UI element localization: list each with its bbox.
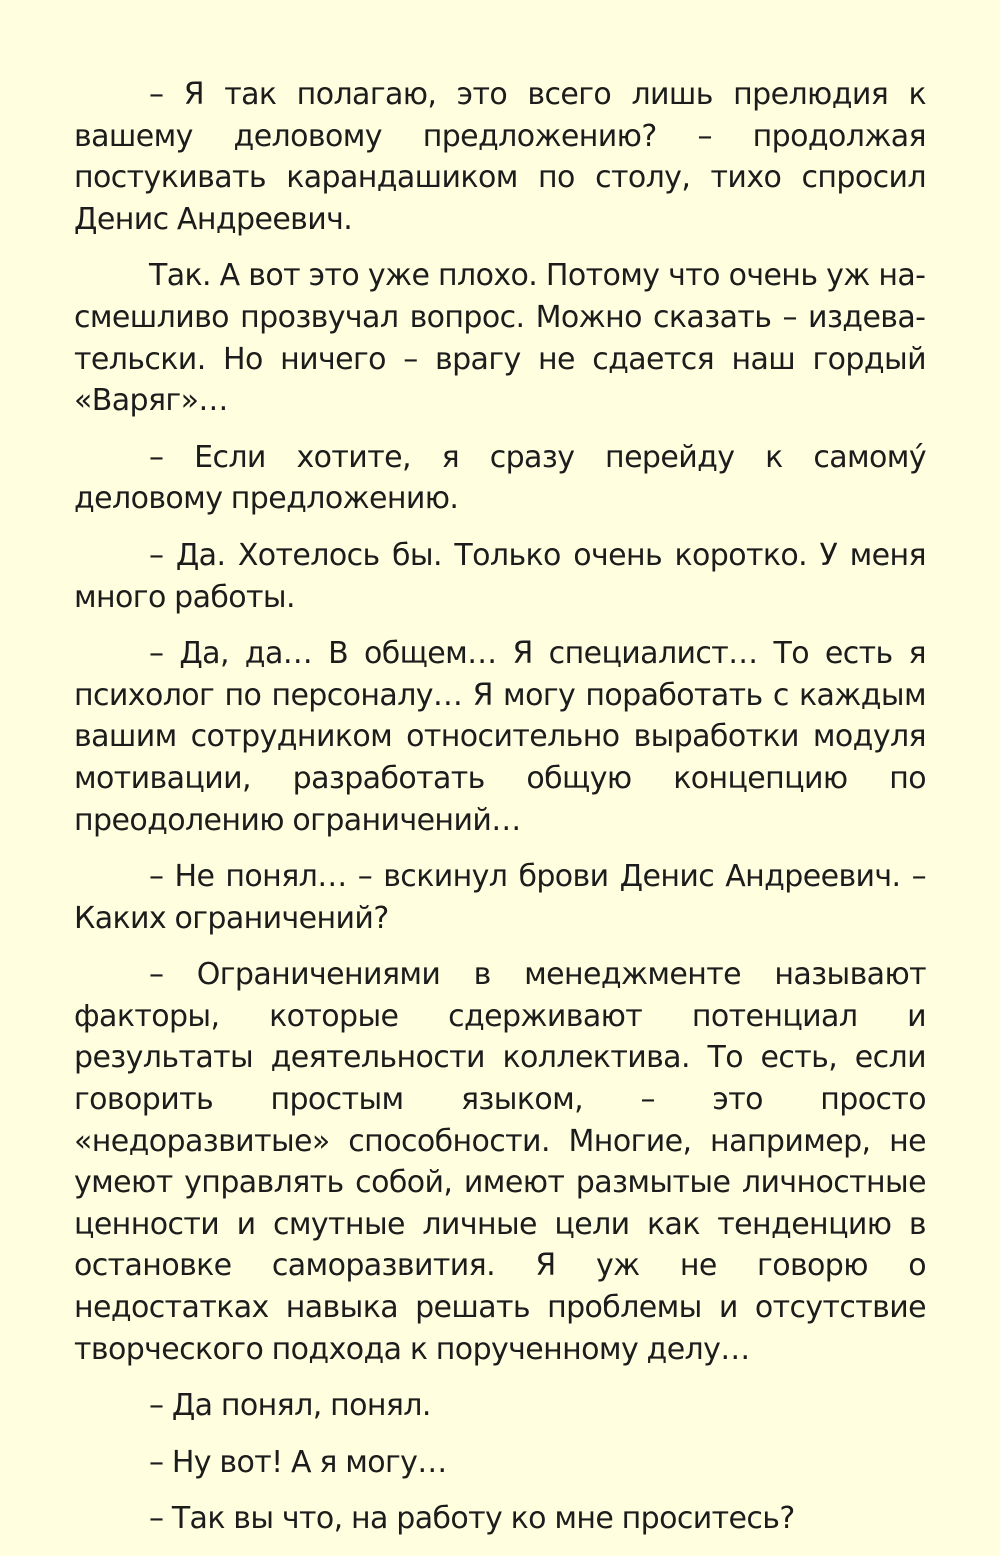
paragraph-short-please: – Да. Хотелось бы. Только очень коротко. У меня много работы. [74, 537, 926, 615]
paragraph-varyag: Так. А вот это уже плохо. Потому что очень уж насмешливо прозвучал вопрос. Можно сказать – издевательски. Но ничего – врагу не сдается наш гордый «Варяг»… [74, 258, 926, 419]
paragraph-psychologist: – Да, да… В общем… Я специалист… То есть я психолог по персоналу… Я могу поработать с каждым вашим сотрудником относительно выработки модуля мотивации, разработать общую концепцию по преодолению ограничений… [74, 636, 926, 838]
paragraph-business-offer: – Если хотите, я сразу перейду к самому́ деловому предложению. [74, 439, 926, 517]
paragraph-which-limits: – Не понял… – вскинул брови Денис Андреевич. – Каких ограничений? [74, 859, 926, 936]
paragraph-understood: – Да понял, понял. [149, 1388, 431, 1424]
paragraph-prelude-question: – Я так полагаю, это всего лишь прелюдия к вашему деловому предложению? – продолжая постукивать карандашиком по столу, тихо спросил Денис Андреевич. [74, 77, 926, 237]
paragraph-i-can: – Ну вот! А я могу… [149, 1444, 447, 1480]
paragraph-limits-explanation: – Ограничениями в менеджменте называют факторы, которые сдерживают потенциал и результаты деятельности коллектива. То есть, если говорить простым языком, – это просто «недоразвитые» способности. Многие, например, не умеют управлять собой, имеют размытые личностные ценности и смутные личные цели как тенденцию в остановке саморазвития. Я уж не говорю о недостатках навыка решать проблемы и отсутствие творческого подхода к порученному делу… [74, 957, 926, 1367]
paragraph-asking-for-job: – Так вы что, на работу ко мне проситесь? [149, 1501, 795, 1537]
